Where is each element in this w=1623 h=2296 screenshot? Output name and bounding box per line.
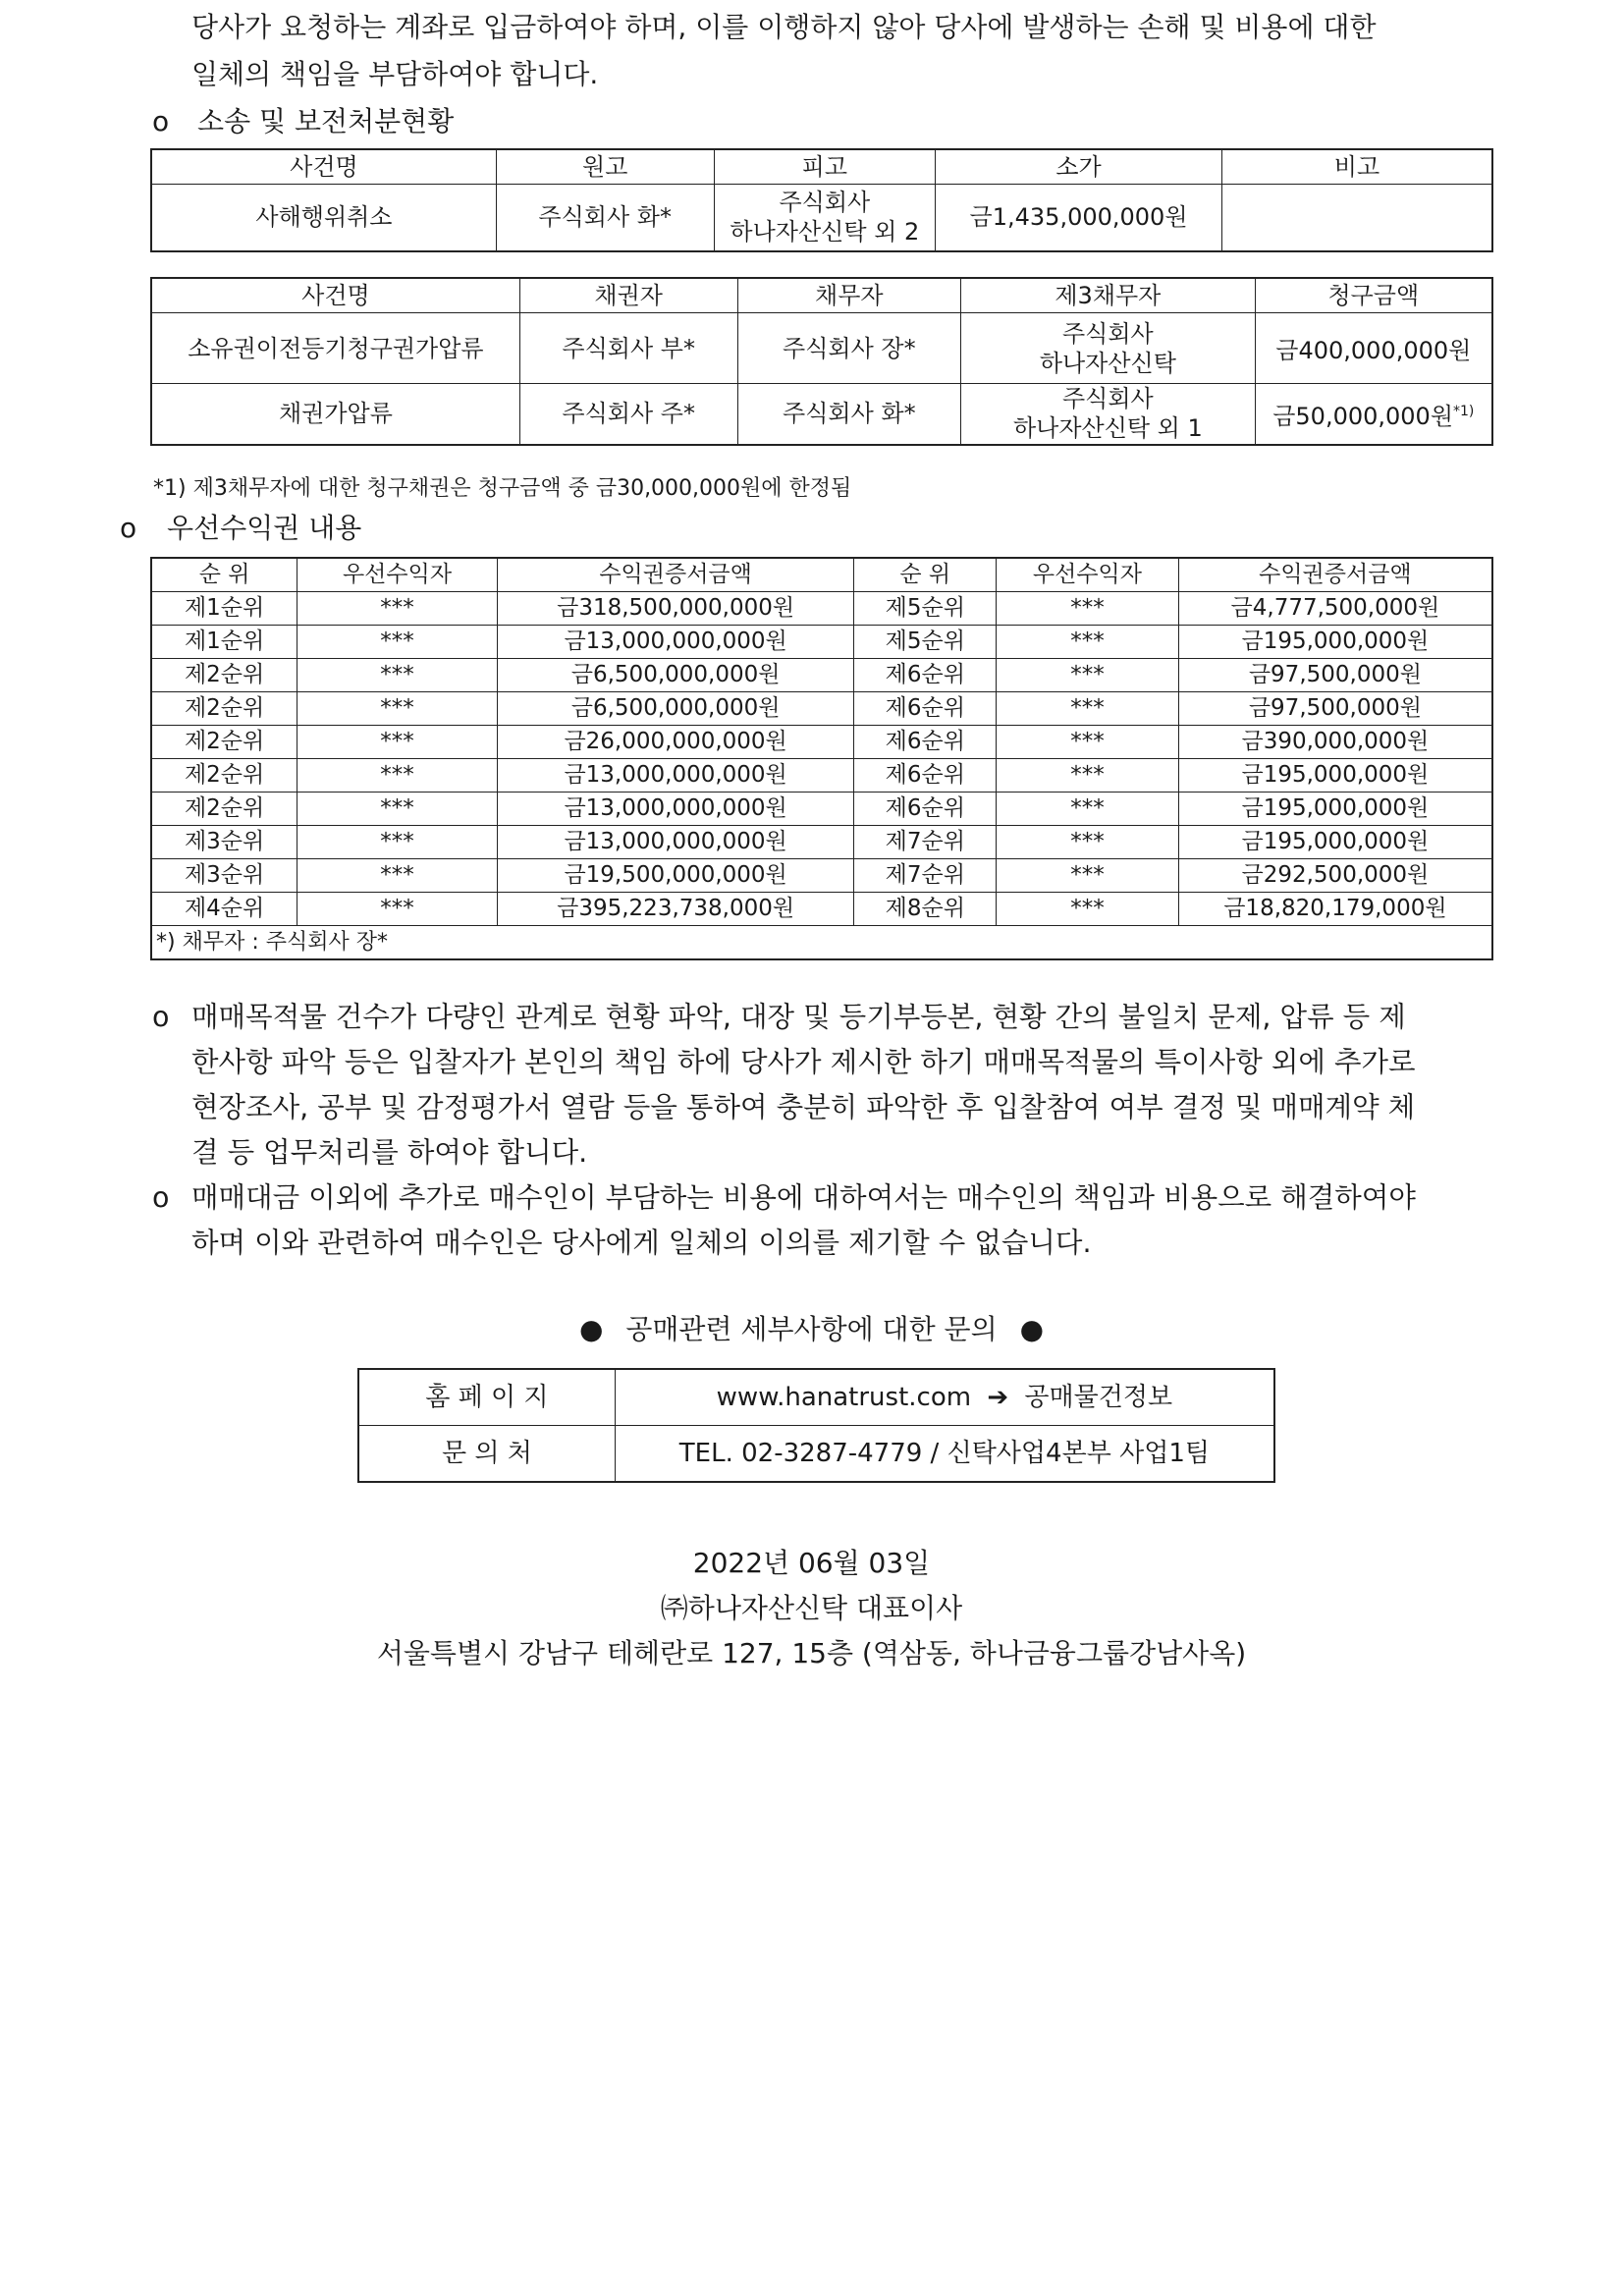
litigation-heading-text: 소송 및 보전처분현황: [197, 105, 455, 137]
seizure-header-third: 제3채무자: [961, 278, 1256, 313]
bullet-marker: o: [152, 1181, 170, 1214]
priority-cell-rank: 제2순위: [151, 793, 298, 826]
lawsuit-case: 사해행위취소: [151, 185, 496, 251]
priority-cell-beneficiary: ***: [298, 793, 498, 826]
priority-cell-rank-2: 제5순위: [854, 592, 997, 626]
footer-company: ㈜하나자산신탁 대표이사: [660, 1592, 963, 1624]
priority-cell-rank-2: 제8순위: [854, 893, 997, 926]
inquiry-table: [357, 1368, 1275, 1483]
priority-cell-amount: 금13,000,000,000원: [497, 759, 854, 793]
priority-cell-rank: 제3순위: [151, 826, 298, 859]
inquiry-homepage-label: 홈 페 이 지: [358, 1369, 615, 1426]
seizure-header-creditor: 채권자: [519, 278, 737, 313]
priority-cell-rank: 제1순위: [151, 626, 298, 659]
priority-cell-rank: 제2순위: [151, 726, 298, 759]
priority-cell-amount-2: 금18,820,179,000원: [1178, 893, 1492, 926]
seizure-table: [150, 277, 1493, 446]
table-row: [151, 692, 1492, 726]
homepage-target: 공매물건정보: [1024, 1383, 1173, 1412]
lawsuit-remark: [1221, 185, 1492, 251]
priority-cell-amount-2: 금97,500,000원: [1178, 659, 1492, 692]
priority-cell-amount: 금19,500,000,000원: [497, 859, 854, 893]
priority-header-amount-2: 수익권증서금액: [1178, 558, 1492, 592]
priority-cell-beneficiary: ***: [298, 826, 498, 859]
priority-cell-amount: 금6,500,000,000원: [497, 692, 854, 726]
lawsuit-header-row: [151, 149, 1492, 185]
seizure-third: [961, 384, 1256, 445]
priority-cell-beneficiary-2: ***: [997, 692, 1179, 726]
lawsuit-table: [150, 148, 1493, 252]
priority-cell-amount-2: 금195,000,000원: [1178, 793, 1492, 826]
bullet-paragraph: [152, 995, 1527, 1175]
priority-cell-rank-2: 제6순위: [854, 692, 997, 726]
priority-header-row: [151, 558, 1492, 592]
seizure-third: [961, 313, 1256, 384]
lawsuit-plaintiff: 주식회사 화*: [496, 185, 714, 251]
priority-cell-beneficiary: ***: [298, 692, 498, 726]
priority-cell-beneficiary-2: ***: [997, 793, 1179, 826]
priority-table: [150, 557, 1493, 960]
priority-cell-rank: 제3순위: [151, 859, 298, 893]
table-row: [151, 659, 1492, 692]
arrow-right-icon: ➔: [987, 1383, 1009, 1412]
priority-cell-amount-2: 금390,000,000원: [1178, 726, 1492, 759]
bullet-line: 매매대금 이외에 추가로 매수인이 부담하는 비용에 대하여서는 매수인의 책임과 비용으로 해결하여야: [191, 1181, 1416, 1214]
priority-note: *) 채무자 : 주식회사 장*: [151, 926, 1492, 960]
seizure-amount-value: 금50,000,000원: [1272, 402, 1454, 430]
lawsuit-amount: 금1,435,000,000원: [936, 185, 1222, 251]
bullet-dot-icon: ●: [1019, 1313, 1044, 1345]
priority-cell-beneficiary: ***: [298, 893, 498, 926]
seizure-header-debtor: 채무자: [737, 278, 961, 313]
priority-heading-text: 우선수익권 내용: [167, 512, 362, 544]
seizure-debtor: 주식회사 장*: [737, 313, 961, 384]
priority-cell-amount-2: 금292,500,000원: [1178, 859, 1492, 893]
priority-cell-beneficiary: ***: [298, 659, 498, 692]
seizure-debtor: 주식회사 화*: [737, 384, 961, 445]
seizure-amount-mark: *1): [1453, 403, 1475, 419]
priority-cell-amount-2: 금4,777,500,000원: [1178, 592, 1492, 626]
priority-cell-amount: 금395,223,738,000원: [497, 893, 854, 926]
priority-cell-beneficiary: ***: [298, 759, 498, 793]
seizure-header-amount: 청구금액: [1255, 278, 1492, 313]
priority-cell-beneficiary-2: ***: [997, 726, 1179, 759]
priority-cell-amount-2: 금195,000,000원: [1178, 759, 1492, 793]
lawsuit-defendant-line2: 하나자산신탁 외 2: [730, 218, 920, 246]
priority-cell-beneficiary-2: ***: [997, 592, 1179, 626]
inquiry-title-line: [0, 1308, 1623, 1351]
seizure-case: 소유권이전등기청구권가압류: [151, 313, 519, 384]
lawsuit-header-plaintiff: 원고: [496, 149, 714, 185]
seizure-third-line2: 하나자산신탁: [1039, 349, 1176, 377]
priority-cell-beneficiary-2: ***: [997, 626, 1179, 659]
seizure-third-line1: 주식회사: [1062, 385, 1154, 413]
lawsuit-header-amount: 소가: [936, 149, 1222, 185]
bullet-line: 한사항 파악 등은 입찰자가 본인의 책임 하에 당사가 제시한 하기 매매목적물의 특이사항 외에 추가로: [191, 1046, 1416, 1078]
priority-cell-rank-2: 제6순위: [854, 793, 997, 826]
litigation-heading: [152, 100, 454, 143]
priority-cell-rank: 제4순위: [151, 893, 298, 926]
seizure-amount-value: 금400,000,000원: [1275, 337, 1472, 364]
bullet-line: 하며 이와 관련하여 매수인은 당사에게 일체의 이의를 제기할 수 없습니다.: [191, 1227, 1092, 1259]
footer-address: 서울특별시 강남구 테헤란로 127, 15층 (역삼동, 하나금융그룹강남사옥): [376, 1637, 1247, 1669]
priority-cell-amount: 금26,000,000,000원: [497, 726, 854, 759]
lawsuit-defendant: [714, 185, 936, 251]
table-row: [151, 313, 1492, 384]
priority-cell-rank-2: 제6순위: [854, 659, 997, 692]
table-row: [151, 859, 1492, 893]
table-row: [151, 384, 1492, 445]
table-row: [151, 185, 1492, 251]
priority-cell-beneficiary: ***: [298, 626, 498, 659]
priority-cell-amount: 금318,500,000,000원: [497, 592, 854, 626]
priority-cell-amount: 금13,000,000,000원: [497, 793, 854, 826]
footer-date: 2022년 06월 03일: [692, 1547, 931, 1579]
priority-cell-beneficiary-2: ***: [997, 826, 1179, 859]
seizure-third-line1: 주식회사: [1062, 319, 1154, 348]
seizure-case: 채권가압류: [151, 384, 519, 445]
bullet-line: 결 등 업무처리를 하여야 합니다.: [191, 1136, 588, 1169]
intro-line-1: 당사가 요청하는 계좌로 입금하여야 하며, 이를 이행하지 않아 당사에 발생하는 손해 및 비용에 대한: [191, 11, 1377, 43]
priority-cell-amount-2: 금195,000,000원: [1178, 626, 1492, 659]
table-row: [151, 793, 1492, 826]
inquiry-contact-row: [358, 1426, 1274, 1483]
seizure-header-row: [151, 278, 1492, 313]
seizure-header-case: 사건명: [151, 278, 519, 313]
priority-cell-rank: 제2순위: [151, 659, 298, 692]
inquiry-title: 공매관련 세부사항에 대한 문의: [625, 1313, 998, 1345]
priority-cell-rank-2: 제5순위: [854, 626, 997, 659]
priority-cell-beneficiary-2: ***: [997, 659, 1179, 692]
priority-cell-amount: 금13,000,000,000원: [497, 826, 854, 859]
bullet-line: 현장조사, 공부 및 감정평가서 열람 등을 통하여 충분히 파악한 후 입찰참여 여부 결정 및 매매계약 체: [191, 1091, 1416, 1123]
priority-heading: [120, 507, 361, 550]
bullet-dot-icon: ●: [578, 1313, 604, 1345]
priority-cell-amount: 금13,000,000,000원: [497, 626, 854, 659]
priority-header-beneficiary-2: 우선수익자: [997, 558, 1179, 592]
table-row: [151, 592, 1492, 626]
priority-cell-rank-2: 제6순위: [854, 759, 997, 793]
bullet-marker: o: [120, 512, 137, 544]
priority-cell-rank: 제2순위: [151, 692, 298, 726]
priority-cell-beneficiary: ***: [298, 592, 498, 626]
bullet-notes: [152, 995, 1527, 1266]
priority-cell-beneficiary-2: ***: [997, 893, 1179, 926]
priority-cell-rank-2: 제6순위: [854, 726, 997, 759]
table-row: [151, 626, 1492, 659]
priority-cell-rank-2: 제7순위: [854, 826, 997, 859]
lawsuit-header-remark: 비고: [1221, 149, 1492, 185]
priority-header-amount: 수익권증서금액: [497, 558, 854, 592]
seizure-creditor: 주식회사 주*: [519, 384, 737, 445]
seizure-amount: [1255, 313, 1492, 384]
intro-line-2: 일체의 책임을 부담하여야 합니다.: [191, 58, 599, 90]
lawsuit-header-defendant: 피고: [714, 149, 936, 185]
seizure-footnote: *1) 제3채무자에 대한 청구채권은 청구금액 중 금30,000,000원에 한정됨: [153, 476, 852, 501]
priority-cell-rank: 제2순위: [151, 759, 298, 793]
seizure-amount: [1255, 384, 1492, 445]
priority-cell-beneficiary-2: ***: [997, 859, 1179, 893]
bullet-marker: o: [152, 1001, 170, 1033]
bullet-line: 매매목적물 건수가 다량인 관계로 현황 파악, 대장 및 등기부등본, 현황 간의 불일치 문제, 압류 등 제: [191, 1001, 1406, 1033]
table-row: [151, 826, 1492, 859]
priority-cell-rank-2: 제7순위: [854, 859, 997, 893]
priority-note-row: [151, 926, 1492, 960]
homepage-link[interactable]: www.hanatrust.com: [716, 1383, 972, 1412]
table-row: [151, 893, 1492, 926]
seizure-third-line2: 하나자산신탁 외 1: [1012, 414, 1203, 443]
bullet-paragraph: [152, 1175, 1527, 1266]
inquiry-contact-label: 문 의 처: [358, 1426, 615, 1483]
bullet-marker: o: [152, 105, 170, 137]
priority-header-rank-2: 순 위: [854, 558, 997, 592]
priority-cell-amount: 금6,500,000,000원: [497, 659, 854, 692]
priority-cell-beneficiary: ***: [298, 859, 498, 893]
inquiry-homepage-row: [358, 1369, 1274, 1426]
seizure-creditor: 주식회사 부*: [519, 313, 737, 384]
priority-cell-beneficiary: ***: [298, 726, 498, 759]
inquiry-homepage-cell: [615, 1369, 1274, 1426]
inquiry-contact-value: TEL. 02-3287-4779 / 신탁사업4본부 사업1팀: [615, 1426, 1274, 1483]
table-row: [151, 759, 1492, 793]
priority-cell-rank: 제1순위: [151, 592, 298, 626]
priority-cell-amount-2: 금97,500,000원: [1178, 692, 1492, 726]
priority-cell-amount-2: 금195,000,000원: [1178, 826, 1492, 859]
priority-header-beneficiary: 우선수익자: [298, 558, 498, 592]
priority-header-rank: 순 위: [151, 558, 298, 592]
table-row: [151, 726, 1492, 759]
priority-cell-beneficiary-2: ***: [997, 759, 1179, 793]
lawsuit-defendant-line1: 주식회사: [779, 189, 871, 217]
lawsuit-header-case: 사건명: [151, 149, 496, 185]
